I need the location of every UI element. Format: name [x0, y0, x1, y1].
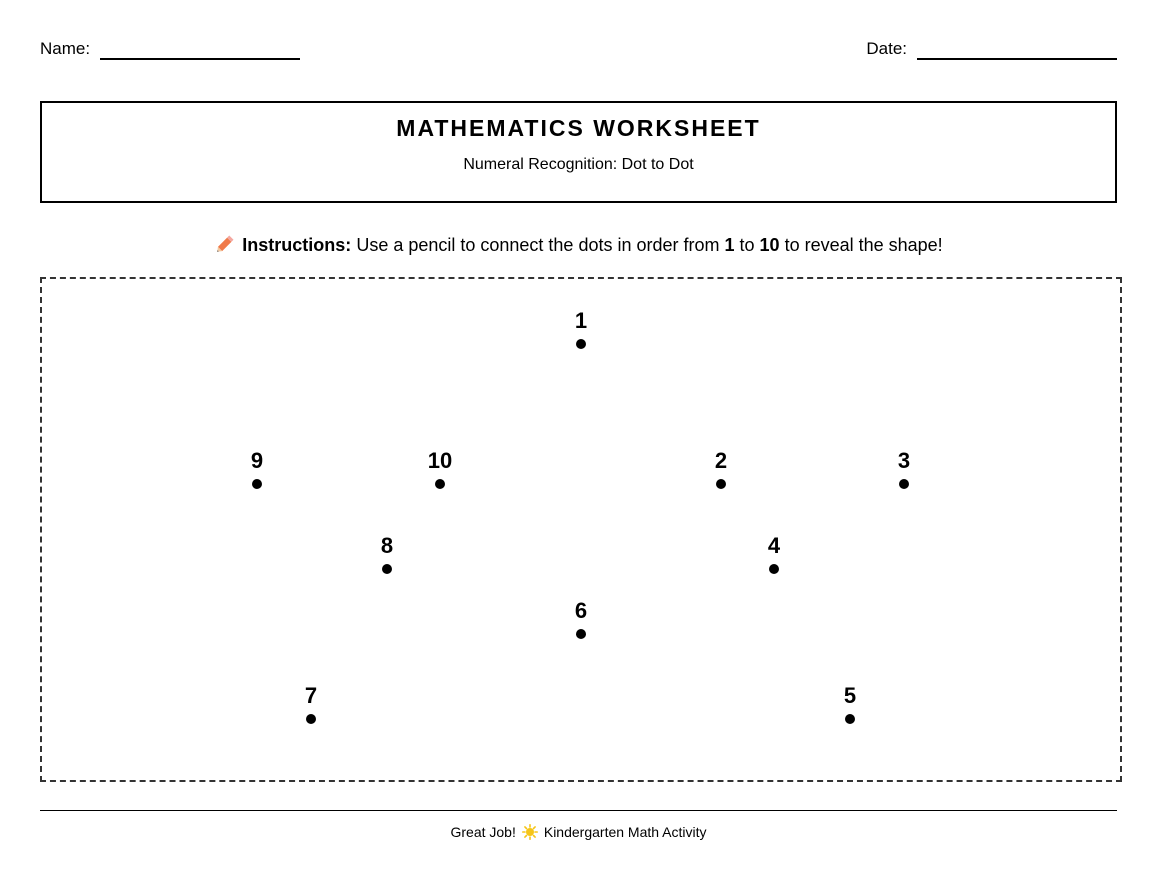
- dot-number: 1: [574, 308, 588, 333]
- dot-number: 9: [250, 448, 264, 473]
- date-field[interactable]: [866, 38, 1117, 60]
- worksheet-subtitle: Numeral Recognition: Dot to Dot: [463, 156, 694, 173]
- dot-circle[interactable]: [576, 629, 586, 639]
- name-field[interactable]: [40, 38, 300, 60]
- title-box: [40, 101, 1117, 203]
- dot-circle[interactable]: [576, 339, 586, 349]
- instructions-to: 10: [759, 235, 780, 255]
- dot-number: 5: [843, 683, 857, 708]
- date-blank-line[interactable]: [917, 42, 1117, 60]
- name-blank-line[interactable]: [100, 42, 300, 60]
- dot-circle[interactable]: [252, 479, 262, 489]
- name-date-row: [40, 38, 1117, 62]
- dot-circle[interactable]: [382, 564, 392, 574]
- footer-right-text: Kindergarten Math Activity: [543, 824, 707, 840]
- sun-icon: [522, 824, 538, 840]
- dot-circle[interactable]: [845, 714, 855, 724]
- dot-circle[interactable]: [769, 564, 779, 574]
- dot-circle[interactable]: [716, 479, 726, 489]
- dot-number: 10: [427, 448, 453, 473]
- pencil-icon: [214, 234, 236, 254]
- footer-divider: [40, 810, 1117, 811]
- footer-left-text: Great Job!: [450, 824, 516, 840]
- dot-circle[interactable]: [306, 714, 316, 724]
- dot-number: 6: [574, 598, 588, 623]
- footer: [0, 824, 1157, 840]
- name-label: Name:: [40, 39, 91, 58]
- instructions-label: Instructions:: [242, 235, 352, 255]
- dot-number: 7: [304, 683, 318, 708]
- dot-number: 4: [767, 533, 781, 558]
- instructions-from: 1: [724, 235, 735, 255]
- worksheet-title: MATHEMATICS WORKSHEET: [396, 115, 761, 141]
- dot-circle[interactable]: [899, 479, 909, 489]
- instructions-text-1: Use a pencil to connect the dots in order from: [351, 235, 725, 255]
- instructions-text-2: to: [734, 235, 760, 255]
- dot-number: 3: [897, 448, 911, 473]
- dot-circle[interactable]: [435, 479, 445, 489]
- dot-number: 2: [714, 448, 728, 473]
- instructions-text-3: to reveal the shape!: [779, 235, 943, 255]
- date-label: Date:: [866, 39, 907, 58]
- dot-number: 8: [380, 533, 394, 558]
- instructions: [0, 234, 1157, 256]
- dot-to-dot-area[interactable]: [40, 277, 1122, 782]
